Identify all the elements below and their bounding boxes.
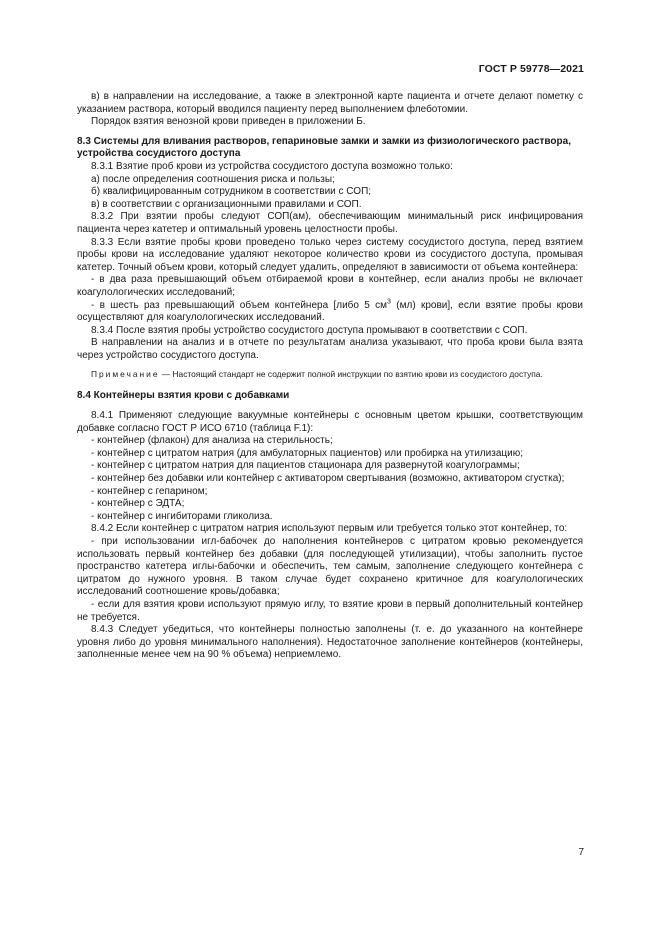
superscript: 3	[387, 298, 391, 306]
paragraph: - контейнер с ЭДТА;	[91, 498, 185, 510]
paragraph: - контейнер с гепарином;	[91, 485, 208, 497]
paragraph: 8.4.3 Следует убедиться, что контейнеры полностью заполнены (т. е. до указанного на контейнере уровня либо до уровня минимального наполнения). Недостаточное заполнение контейнеров (контейнеры, заполненные менее чем на 90 % объема) неприемлемо.	[77, 624, 583, 661]
paragraph-text: - в шесть раз превышающий объем контейнера [либо 5 см	[91, 299, 388, 311]
paragraph: 8.4.1 Применяют следующие вакуумные контейнеры с основным цветом крышки, соответствующим добавке согласно ГОСТ Р ИСО 6710 (таблица F.1):	[77, 410, 583, 434]
paragraph: - если для взятия крови используют прямую иглу, то взятие крови в первый дополнительный контейнер не требуется.	[77, 598, 583, 623]
paragraph: 8.3.1 Взятие проб крови из устройства сосудистого доступа возможно только:	[91, 160, 453, 172]
paragraph: в) в соответствии с организационными правилами и СОП.	[91, 198, 362, 210]
paragraph: 8.3.3 Если взятие пробы крови проведено только через систему сосудистого доступа, перед взятием пробы крови на исследование удаляют некоторое количество крови из сосудистого доступа, промывая катетер. Точный объем крови, который следует удалить, определяют в зависимости от объема контейнера:	[77, 236, 583, 273]
paragraph: а) после определения соотношения риска и пользы;	[91, 173, 335, 185]
spacer	[77, 362, 583, 369]
note-label: Примечание	[91, 369, 160, 380]
spacer	[77, 129, 583, 136]
paragraph: - контейнер с цитратом натрия для пациентов стационара для развернутой коагулограммы;	[91, 460, 520, 472]
spacer	[77, 403, 583, 410]
paragraph: - при использовании игл-бабочек до наполнения контейнеров с цитратом кровью рекомендуется использовать первый контейнер без добавки (для последующей утилизации), чтобы заполнить пустое пространство катетера иглы-бабочки и обеспечить, тем самым, заполнение следующего контейнера с цитратом до нужного уровня. В таком случае будет сохранено критичное для коагулологических исследований соотношение кровь/добавка;	[77, 536, 583, 598]
paragraph: - контейнер (флакон) для анализа на стерильность;	[91, 435, 333, 447]
paragraph: 8.3.4 После взятия пробы устройство сосудистого доступа промывают в соответствии с СОП.	[91, 324, 528, 336]
paragraph: - контейнер без добавки или контейнер с активатором свертывания (возможно, активатором сгустка);	[91, 473, 565, 485]
paragraph: - контейнер с цитратом натрия (для амбулаторных пациентов) или пробирка на утилизацию;	[91, 447, 523, 459]
paragraph: - в два раза превышающий объем отбираемой крови в контейнер, если анализ пробы не включает коагулологических исследований;	[77, 274, 583, 298]
paragraph-text: (мл) крови], если взятие пробы крови осуществляют для коагулологических исследований.	[77, 299, 583, 324]
paragraph: в) в направлении на исследование, а также в электронной карте пациента и отчете делают пометку с указанием раствора, который вводился пациенту перед выполнением флеботомии.	[77, 91, 583, 115]
document-body	[77, 91, 583, 662]
paragraph: - контейнер с ингибиторами гликолиза.	[91, 510, 273, 522]
page-number: 7	[578, 847, 584, 858]
note-text: — Настоящий стандарт не содержит полной инструкции по взятию крови из сосудистого доступа.	[159, 369, 543, 380]
document-header: ГОСТ Р 59778—2021	[478, 63, 584, 75]
paragraph: 8.3.2 При взятии пробы следуют СОП(ам), обеспечивающим минимальный риск инфицирования пациента через катетер и оптимальный уровень целостности пробы.	[77, 211, 583, 235]
section-heading: 8.3 Системы для вливания растворов, гепариновые замки и замки из физиологического раствора, устройства сосудистого доступа	[77, 135, 571, 160]
paragraph	[77, 300, 583, 325]
paragraph: В направлении на анализ и в отчете по результатам анализа указывают, что проба крови была взята через устройство сосудистого доступа.	[77, 337, 583, 361]
spacer	[77, 380, 583, 390]
note	[77, 369, 583, 380]
paragraph: б) квалифицированным сотрудником в соответствии с СОП;	[91, 186, 372, 198]
paragraph: Порядок взятия венозной крови приведен в приложении Б.	[91, 116, 366, 128]
paragraph: 8.4.2 Если контейнер с цитратом натрия используют первым или требуется только этот контейнер, то:	[91, 523, 568, 535]
section-heading: 8.4 Контейнеры взятия крови с добавками	[77, 390, 290, 402]
